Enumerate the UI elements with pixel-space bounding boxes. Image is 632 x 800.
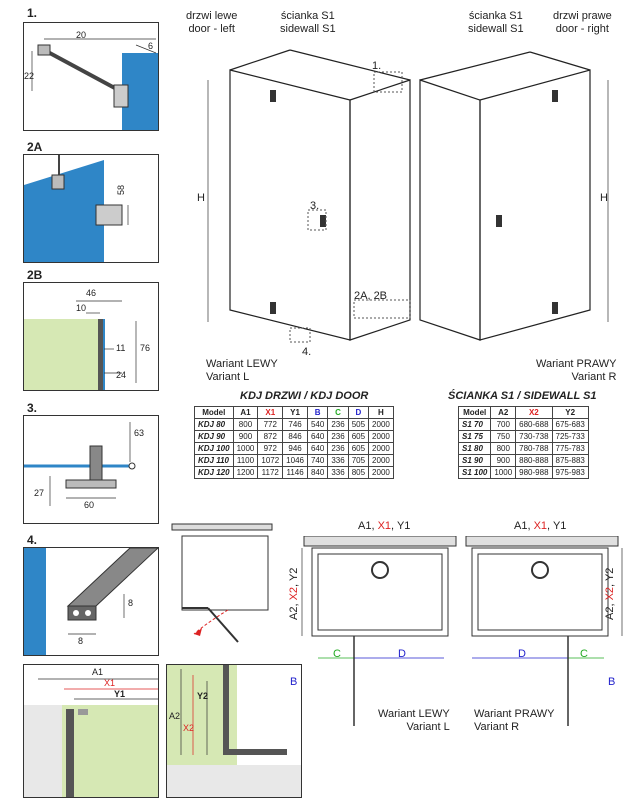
label-door-left: drzwi lewe door - left [186,10,238,35]
dim-x2: X2 [183,723,195,733]
sidewall-table-header-model: Model [459,407,491,419]
door-right-frame [480,70,590,340]
door-swing-sketch [168,522,276,652]
sidewall-table-cell: S1 90 [459,455,491,467]
plan-left-a2: A2, [288,600,300,620]
door-table-cell: 972 [258,443,283,455]
plan-left-x1: X1 [377,520,392,532]
sidewall-table-cell: 780-788 [516,443,552,455]
detail-1-panel [23,22,159,131]
label-sidewall-left: ścianka S1 sidewall S1 [280,10,336,35]
plan-left-sep2: , [288,581,300,587]
sidewall-table-cell: 1000 [491,467,516,479]
door-table-cell: 1072 [258,455,283,467]
detail-2b-drawing [24,283,158,390]
section-label-1: 1. [27,6,38,20]
door-table-cell: 740 [307,455,327,467]
door-table-title: KDJ DRZWI / KDJ DOOR [240,390,369,402]
dim-a2: A2 [169,711,181,721]
plan-right-b: B [608,676,616,688]
door-table-cell: 2000 [369,467,394,479]
door-table-cell: 505 [348,419,368,431]
detail-3-panel [23,415,159,524]
sidewall-right-frame [420,80,480,340]
sidewall-table-cell: 980-988 [516,467,552,479]
sidewall-table-header-a2: A2 [491,407,516,419]
door-table-cell: 540 [307,419,327,431]
sidewall-table-header-x2: X2 [516,407,552,419]
sidewall-table-cell: 725-733 [552,431,588,443]
door-table-cell: 1146 [283,467,308,479]
door-table-cell: 1172 [258,467,283,479]
label-door-right: drzwi prawe door - right [553,10,612,35]
hinge-plate [96,205,122,225]
door-table-row [195,467,394,479]
door-table-header-c: C [328,407,348,419]
door-table-cell: 2000 [369,419,394,431]
dim-d2b-b: 24 [116,370,127,380]
sidewall-table-cell: 800 [491,443,516,455]
door-table-cell: 1200 [233,467,258,479]
glass-clamp [114,85,128,107]
hinge-top [52,175,64,189]
detail-corner-left-panel [23,664,159,798]
sidewall-table-row [459,431,589,443]
door-table-cell: 800 [233,419,258,431]
section-label-3: 3. [27,401,38,415]
dim-d4-a: 8 [128,598,134,608]
plan-right-a1: A1, [514,520,534,532]
door-table-cell: 236 [328,443,348,455]
door-table-cell: 236 [328,431,348,443]
label-height-left: H [197,192,205,204]
dim-d1-small: 6 [148,41,154,51]
door-table-cell: 1046 [283,455,308,467]
plan-left-c: C [333,648,341,660]
dim-d2b-width: 46 [86,288,97,298]
plan-left-a1: A1, [358,520,378,532]
profile-end [68,606,96,620]
detail-1-drawing [24,23,158,130]
door-table-header-h: H [369,407,394,419]
door-table-cell: 336 [328,455,348,467]
door-table-cell: 946 [283,443,308,455]
sidewall-table-row [459,419,589,431]
dim-y1: Y1 [114,689,126,699]
dim-y2: Y2 [197,691,209,701]
door-table-cell: KDJ 110 [195,455,234,467]
detail-4-drawing [24,548,158,655]
sidewall-table-cell: 680-688 [516,419,552,431]
door-table-cell: 640 [307,443,327,455]
dim-d1-width: 20 [76,30,87,40]
plan-right-a2: A2, [604,600,616,620]
wall-area [24,319,98,390]
door-table-cell: 236 [328,419,348,431]
plan-right-sep: , [547,520,553,532]
plan-right-d: D [518,648,526,660]
door-table-cell: 846 [283,431,308,443]
detail-corner-left-drawing [24,665,158,797]
sidewall-table-row [459,467,589,479]
plan-right-top-dims [514,520,566,533]
label-height-right: H [600,192,608,204]
dim-d2b-height: 76 [140,343,151,353]
plan-variant-right: Wariant PRAWY Variant R [474,708,555,733]
plan-right-x1: X1 [533,520,548,532]
door-table-cell: 2000 [369,455,394,467]
door-table-cell: 746 [283,419,308,431]
dim-a1: A1 [92,667,104,677]
door-table-cell: KDJ 120 [195,467,234,479]
door-table-cell: KDJ 80 [195,419,234,431]
sidewall-table-row [459,443,589,455]
detail-2a-drawing [24,155,158,262]
door-table-cell: KDJ 90 [195,431,234,443]
door-table-cell: 900 [233,431,258,443]
door-table-header-y1: Y1 [283,407,308,419]
dim-d3-width: 60 [84,500,95,510]
door-table-row [195,443,394,455]
sidewall-table-header-y2: Y2 [552,407,588,419]
plan-left-y2: Y2 [288,567,300,582]
door-table-header-a1: A1 [233,407,258,419]
dim-d3-height: 63 [134,428,145,438]
glass-panel [24,548,46,655]
support-bar [46,51,124,93]
door-table-cell: 872 [258,431,283,443]
sidewall-table-cell: S1 70 [459,419,491,431]
door-table-cell: KDJ 100 [195,443,234,455]
sidewall-table-cell: S1 75 [459,431,491,443]
plan-right-x2: X2 [604,586,616,601]
door-table-row [195,419,394,431]
plan-left-side-dims [288,568,301,620]
door-table-cell: 336 [328,467,348,479]
sidewall-table-cell: S1 100 [459,467,491,479]
plan-right-c: C [580,648,588,660]
label-sidewall-right: ścianka S1 sidewall S1 [468,10,524,35]
section-label-4: 4. [27,533,38,547]
detail-corner-right-panel [166,664,302,798]
sidewall-table-cell: 675-683 [552,419,588,431]
callout-3: 3. [310,200,320,212]
isometric-drawing [180,40,620,360]
sidewall-table-title: ŚCIANKA S1 / SIDEWALL S1 [448,390,597,402]
iso-variant-left: Wariant LEWY Variant L [206,358,278,383]
dim-d2a-height: 58 [116,184,126,195]
door-table-row [195,455,394,467]
dim-d2b-a: 11 [116,343,126,353]
dim-x1: X1 [104,678,116,688]
profile-top [68,548,158,606]
plan-left-b: B [290,676,298,688]
sidewall-table-cell: 775-783 [552,443,588,455]
plan-left-sep: , [391,520,397,532]
dim-d1-height: 22 [24,71,35,81]
door-table-cell: 705 [348,455,368,467]
door-table-header-x1: X1 [258,407,283,419]
door-table-cell: 605 [348,443,368,455]
plan-right-y2: Y2 [604,567,616,582]
plan-left-d: D [398,648,406,660]
plan-views [298,536,628,736]
door-table-cell: 1100 [233,455,258,467]
wall-mount [38,45,50,55]
plan-right-side-dims [604,568,617,620]
sidewall-table [458,406,589,479]
sidewall-table-cell: 730-738 [516,431,552,443]
door-table-cell: 772 [258,419,283,431]
callout-4: 4. [302,346,312,358]
section-label-2b: 2B [27,268,43,282]
plan-left-y1: Y1 [396,520,411,532]
door-table-cell: 605 [348,431,368,443]
sidewall-table-cell: 750 [491,431,516,443]
door-table [194,406,394,479]
sidewall-table-cell: 900 [491,455,516,467]
callout-1: 1. [372,60,382,72]
door-table-header-d: D [348,407,368,419]
section-label-2a: 2A [27,140,43,154]
plan-left-x2: X2 [288,586,300,601]
callout-2: 2A, 2B [354,290,388,302]
door-table-cell: 840 [307,467,327,479]
door-left-frame [230,70,350,340]
sidewall-table-row [459,455,589,467]
detail-2a-panel [23,154,159,263]
plan-right-sep2: , [604,581,616,587]
plan-left-top-dims [358,520,410,533]
door-table-header-model: Model [195,407,234,419]
sidewall-table-cell: 880-888 [516,455,552,467]
sidewall-table-cell: 975-983 [552,467,588,479]
door-table-cell: 1000 [233,443,258,455]
door-table-header-b: B [307,407,327,419]
sidewall-table-cell: 875-883 [552,455,588,467]
dim-d2b-inner: 10 [76,303,87,313]
detail-4-panel [23,547,159,656]
iso-variant-right: Wariant PRAWY Variant R [536,358,617,383]
sidewall-table-cell: 700 [491,419,516,431]
door-table-cell: 2000 [369,431,394,443]
door-table-cell: 805 [348,467,368,479]
plan-right-y1: Y1 [552,520,567,532]
door-table-row [195,431,394,443]
dim-d4-b: 8 [78,636,84,646]
sidewall-table-cell: S1 80 [459,443,491,455]
dim-d3-low: 27 [34,488,45,498]
door-table-cell: 2000 [369,443,394,455]
plan-variant-left: Wariant LEWY Variant L [378,708,450,733]
door-table-cell: 640 [307,431,327,443]
detail-2b-panel [23,282,159,391]
